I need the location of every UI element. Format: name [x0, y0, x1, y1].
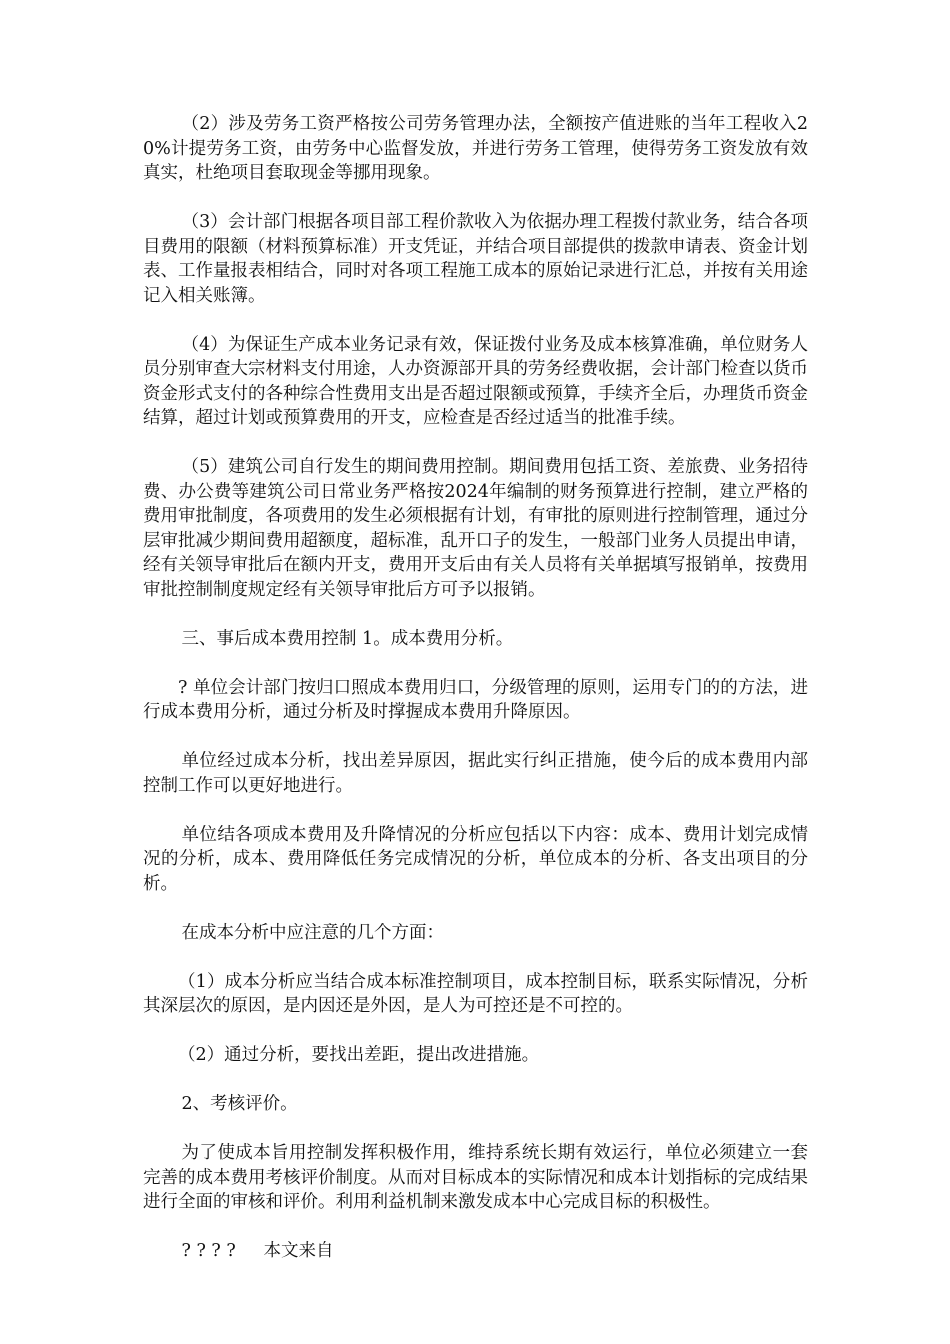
paragraph-period-expense-control: （5）建筑公司自行发生的期间费用控制。期间费用包括工资、差旅费、业务招待费、办公费等建筑公司日常业务严格按2024年编制的财务预算进行控制，建立严格的费用审批制度，各项费用的发生必须根据有计划，有审批的原则进行控制管理，通过分层审批减少期间费用超额度，超标准，乱开口子的发生，一般部门业务人员提出申请，经有关领导审批后在额内开支，费用开支后由有关人员将有关单据填写报销单，按费用审批控制制度规定经有关领导审批后方可予以报销。	[143, 457, 808, 600]
paragraph-analysis-note-1: （1）成本分析应当结合成本标准控制项目，成本控制目标，联系实际情况，分析其深层次的原因，是内因还是外因，是人为可控还是不可控的。	[143, 971, 808, 1016]
paragraph-cost-analysis-method: ? 单位会计部门按归口照成本费用归口，分级管理的原则，运用专门的的方法，进行成本费用分析，通过分析及时撑握成本费用升降原因。	[143, 677, 808, 722]
paragraph-variance-causes: 单位经过成本分析，找出差异原因，据此实行纠正措施，使今后的成本费用内部控制工作可以更好地进行。	[143, 751, 808, 796]
paragraph-labor-wages: （2）涉及劳务工资严格按公司劳务管理办法，全额按产值进账的当年工程收入20%计提劳务工资，由劳务中心监督发放，并进行劳务工管理，使得劳务工资发放有效真实，杜绝项目套取现金等挪用现象。	[143, 114, 808, 183]
paragraph-analysis-note-2: （2）通过分析，要找出差距，提出改进措施。	[178, 1045, 540, 1065]
document-body	[143, 112, 808, 1264]
paragraph-analysis-content: 单位结各项成本费用及升降情况的分析应包括以下内容：成本、费用计划完成情况的分析，成本、费用降低任务完成情况的分析，单位成本的分析、各支出项目的分析。	[143, 824, 808, 894]
section-heading-post-cost-control: 三、事后成本费用控制 1。成本费用分析。	[181, 628, 514, 649]
paragraph-assessment-system: 为了使成本旨用控制发挥积极作用，维持系统长期有效运行，单位必须建立一套完善的成本费用考核评价制度。从而对目标成本的实际情况和成本计划指标的完成结果进行全面的审核和评价。利用利益机制来激发成本中心完成目标的积极性。	[143, 1143, 808, 1212]
paragraph-accounting-dept: （3）会计部门根据各项目部工程价款收入为依据办理工程拨付款业务，结合各项目费用的限额（材料预算标准）开支凭证，并结合项目部提供的拨款申请表、资金计划表、工作量报表相结合，同时对各项工程施工成本的原始记录进行汇总，并按有关用途记入相关账簿。	[143, 212, 808, 306]
section-heading-assessment: 2、考核评价。	[181, 1094, 298, 1114]
document-footer-source: ? ? ? ? 本文来自	[181, 1241, 334, 1261]
paragraph-production-cost-records: （4）为保证生产成本业务记录有效，保证拨付业务及成本核算准确，单位财务人员分别审查大宗材料支付用途，人办资源部开具的劳务经费收据，会计部门检查以货币资金形式支付的各种综合性费用支出是否超过限额或预算，手续齐全后，办理货币资金结算，超过计划或预算费用的开支，应检查是否经过适当的批准手续。	[143, 334, 808, 428]
paragraph-analysis-notes-intro: 在成本分析中应注意的几个方面：	[181, 922, 444, 943]
